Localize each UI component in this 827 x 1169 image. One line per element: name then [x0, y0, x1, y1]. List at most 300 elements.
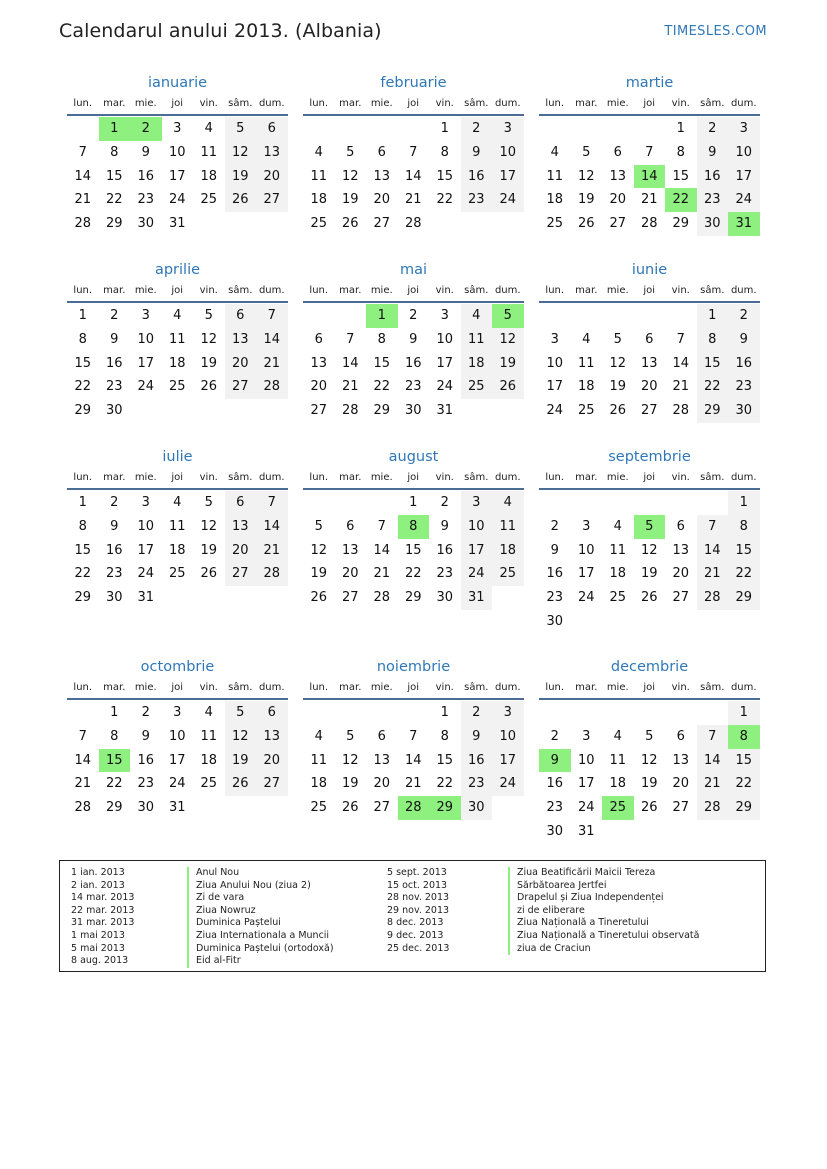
day-cell: 7 — [645, 144, 654, 160]
day-cell: 29 — [404, 590, 422, 606]
day-cell: 28 — [256, 375, 288, 399]
weekday-header — [303, 94, 524, 116]
legend-date: 1 ian. 2013 — [71, 867, 125, 878]
day-cell: 6 — [225, 304, 257, 328]
weekday-header — [67, 468, 288, 490]
weekday-label: vin. — [435, 472, 454, 483]
day-cell: 3 — [173, 121, 182, 136]
day-cell: 20 — [256, 749, 288, 773]
day-cell: 6 — [676, 728, 685, 744]
weekday-label: mie. — [370, 682, 393, 693]
day-cell: 27 — [672, 800, 690, 816]
day-cell: 15 — [105, 168, 123, 184]
day-cell: 23 — [137, 192, 155, 208]
day-cell: 30 — [105, 403, 123, 419]
day-cell: 25 — [609, 590, 627, 606]
day-cell: 28 — [341, 403, 359, 419]
day-cell: 5 — [314, 518, 323, 534]
day-cell: 26 — [310, 590, 328, 606]
weekday-label: mar. — [575, 682, 598, 693]
weekday-header — [539, 678, 760, 700]
day-cell: 11 — [310, 168, 328, 184]
day-cell: 24 — [492, 188, 524, 212]
weekday-label: mie. — [606, 285, 629, 296]
month-name: ianuarie — [147, 75, 208, 91]
holiday-day-cell: 8 — [728, 725, 760, 749]
day-cell: 19 — [200, 355, 218, 371]
holiday-day-cell: 29 — [429, 796, 461, 820]
day-cell: 20 — [672, 776, 690, 792]
legend-dates-right — [387, 867, 449, 955]
day-cell: 6 — [613, 144, 622, 160]
weekday-label: vin. — [199, 98, 218, 109]
legend-date: 31 mar. 2013 — [71, 917, 135, 929]
weekday-label: vin. — [199, 285, 218, 296]
weekday-label: joi — [643, 285, 656, 296]
day-cell: 3 — [728, 117, 760, 141]
day-cell: 12 — [225, 725, 257, 749]
day-cell: 17 — [168, 752, 186, 768]
holiday-day-cell: 1 — [99, 117, 131, 141]
day-cell: 24 — [492, 772, 524, 796]
day-cell: 28 — [74, 800, 92, 816]
day-cell: 30 — [105, 590, 123, 606]
day-cell: 5 — [645, 728, 654, 744]
legend-holiday-name: ziua de Craciun — [508, 943, 699, 956]
day-cell: 8 — [110, 728, 119, 744]
legend-date: 15 oct. 2013 — [387, 879, 448, 891]
day-cell: 5 — [225, 701, 257, 725]
day-cell: 22 — [697, 375, 729, 399]
day-cell: 27 — [373, 216, 391, 232]
day-cell: 24 — [137, 379, 155, 395]
day-cell: 18 — [609, 776, 627, 792]
day-cell: 17 — [436, 355, 454, 371]
weekday-label: mar. — [575, 472, 598, 483]
day-cell: 2 — [550, 518, 559, 534]
day-cell: 27 — [640, 403, 658, 419]
day-cell: 7 — [256, 491, 288, 515]
holiday-day-cell: 15 — [99, 749, 131, 773]
empty-cell — [366, 701, 398, 725]
day-cell: 26 — [577, 216, 595, 232]
day-cell: 31 — [436, 403, 454, 419]
empty-cell — [335, 491, 367, 515]
day-cell: 27 — [256, 772, 288, 796]
day-cell: 10 — [168, 144, 186, 160]
holiday-day-cell: 25 — [602, 796, 634, 820]
day-cell: 1 — [110, 705, 119, 720]
month-name: septembrie — [608, 449, 691, 465]
day-cell: 13 — [672, 542, 690, 558]
day-cell: 22 — [373, 379, 391, 395]
month-aprilie — [67, 259, 288, 423]
day-cell: 16 — [436, 542, 454, 558]
day-cell: 30 — [697, 212, 729, 236]
day-cell: 7 — [377, 518, 386, 534]
day-cell: 15 — [436, 168, 454, 184]
day-cell: 26 — [341, 800, 359, 816]
weekday-label: lun. — [73, 98, 93, 109]
empty-cell — [634, 491, 666, 515]
legend-date: 8 dec. 2013 — [387, 917, 444, 929]
day-cell: 25 — [577, 403, 595, 419]
legend-date: 2 ian. 2013 — [71, 879, 125, 891]
weekday-label: joi — [643, 472, 656, 483]
day-cell: 14 — [256, 515, 288, 539]
day-cell: 23 — [404, 379, 422, 395]
day-cell: 13 — [672, 752, 690, 768]
day-cell: 30 — [137, 216, 155, 232]
weekday-label: dum. — [258, 682, 285, 693]
day-cell: 14 — [74, 752, 92, 768]
day-cell: 19 — [200, 542, 218, 558]
day-cell: 21 — [341, 379, 359, 395]
day-cell: 25 — [461, 375, 493, 399]
day-cell: 13 — [225, 515, 257, 539]
day-cell: 22 — [105, 776, 123, 792]
empty-cell — [398, 117, 430, 141]
day-cell: 31 — [137, 590, 155, 606]
weekday-label: vin. — [435, 682, 454, 693]
day-cell: 6 — [377, 728, 386, 744]
weekday-label: lun. — [73, 472, 93, 483]
empty-cell — [539, 117, 571, 141]
day-cell: 7 — [697, 725, 729, 749]
weekday-label: dum. — [730, 682, 757, 693]
holiday-day-cell: 22 — [665, 188, 697, 212]
day-cell: 31 — [168, 216, 186, 232]
legend-holiday-name: Sărbătoarea Jertfei — [508, 880, 699, 893]
day-cell: 2 — [440, 495, 449, 510]
empty-cell — [539, 304, 571, 328]
day-cell: 10 — [168, 728, 186, 744]
day-cell: 9 — [141, 728, 150, 744]
day-cell: 19 — [341, 776, 359, 792]
weekday-header — [539, 94, 760, 116]
legend-date: 22 mar. 2013 — [71, 904, 135, 916]
empty-cell — [571, 701, 603, 725]
empty-cell — [67, 701, 99, 725]
day-cell: 16 — [105, 542, 123, 558]
day-cell: 16 — [546, 776, 564, 792]
legend-holiday-name: Zi de vara — [187, 892, 334, 905]
day-cell: 29 — [74, 403, 92, 419]
day-cell: 8 — [110, 144, 119, 160]
empty-cell — [539, 491, 571, 515]
day-cell: 21 — [404, 776, 422, 792]
weekday-label: sâm. — [464, 472, 489, 483]
month-name: februarie — [380, 75, 447, 91]
day-cell: 11 — [168, 518, 186, 534]
day-cell: 2 — [461, 117, 493, 141]
weekday-label: dum. — [494, 472, 521, 483]
day-cell: 17 — [461, 539, 493, 563]
day-cell: 28 — [640, 216, 658, 232]
day-cell: 4 — [314, 144, 323, 160]
day-cell: 17 — [168, 168, 186, 184]
day-cell: 18 — [492, 539, 524, 563]
day-cell: 16 — [728, 352, 760, 376]
legend-holiday-name: Ziua Anului Nou (ziua 2) — [187, 880, 334, 893]
legend-dates-left — [71, 867, 134, 968]
day-cell: 24 — [461, 562, 493, 586]
day-cell: 16 — [697, 165, 729, 189]
day-cell: 24 — [436, 379, 454, 395]
legend-holiday-name: Ziua Națională a Tineretului observată — [508, 930, 699, 943]
month-ianuarie — [67, 72, 288, 236]
weekday-header — [303, 281, 524, 303]
holiday-legend — [59, 860, 766, 972]
month-name: octombrie — [140, 659, 215, 675]
empty-cell — [697, 491, 729, 515]
day-cell: 19 — [640, 566, 658, 582]
day-cell: 16 — [105, 355, 123, 371]
day-cell: 2 — [550, 728, 559, 744]
day-cell: 12 — [200, 331, 218, 347]
day-cell: 24 — [137, 566, 155, 582]
day-cell: 19 — [225, 749, 257, 773]
weekday-label: sâm. — [700, 98, 725, 109]
day-cell: 2 — [728, 304, 760, 328]
day-cell: 9 — [550, 542, 559, 558]
day-cell: 8 — [676, 144, 685, 160]
day-cell: 18 — [609, 566, 627, 582]
day-cell: 23 — [137, 776, 155, 792]
legend-holiday-name: Drapelul și Ziua Independenței — [508, 892, 699, 905]
day-cell: 16 — [546, 566, 564, 582]
weekday-label: lun. — [545, 472, 565, 483]
day-cell: 4 — [314, 728, 323, 744]
day-cell: 5 — [204, 495, 213, 510]
empty-cell — [366, 117, 398, 141]
weekday-label: joi — [171, 285, 184, 296]
weekday-header — [303, 678, 524, 700]
month-septembrie — [539, 446, 760, 634]
weekday-label: dum. — [494, 98, 521, 109]
day-cell: 23 — [436, 566, 454, 582]
weekday-label: lun. — [545, 285, 565, 296]
day-cell: 18 — [200, 752, 218, 768]
day-cell: 23 — [105, 379, 123, 395]
day-cell: 16 — [404, 355, 422, 371]
brand-link[interactable]: TIMESLES.COM — [664, 24, 767, 39]
day-cell: 2 — [141, 705, 150, 720]
day-cell: 14 — [404, 752, 422, 768]
holiday-day-cell: 14 — [634, 165, 666, 189]
legend-holiday-name: Ziua Națională a Tineretului — [508, 917, 699, 930]
day-cell: 25 — [168, 379, 186, 395]
day-cell: 31 — [168, 800, 186, 816]
day-cell: 15 — [728, 539, 760, 563]
day-cell: 22 — [74, 566, 92, 582]
day-cell: 21 — [640, 192, 658, 208]
day-cell: 11 — [200, 728, 218, 744]
day-cell: 3 — [440, 308, 449, 323]
day-cell: 2 — [110, 495, 119, 510]
weekday-label: mie. — [134, 98, 157, 109]
day-cell: 11 — [200, 144, 218, 160]
day-cell: 19 — [341, 192, 359, 208]
day-cell: 18 — [310, 192, 328, 208]
day-cell: 24 — [168, 192, 186, 208]
empty-cell — [602, 701, 634, 725]
day-cell: 25 — [546, 216, 564, 232]
weekday-label: mar. — [339, 472, 362, 483]
day-cell: 14 — [74, 168, 92, 184]
day-cell: 25 — [492, 562, 524, 586]
legend-holiday-name: zi de eliberare — [508, 905, 699, 918]
day-cell: 23 — [461, 772, 493, 796]
weekday-label: dum. — [730, 472, 757, 483]
day-cell: 27 — [609, 216, 627, 232]
day-cell: 2 — [697, 117, 729, 141]
day-cell: 29 — [728, 586, 760, 610]
empty-cell — [398, 701, 430, 725]
day-cell: 1 — [440, 121, 449, 136]
day-cell: 3 — [173, 705, 182, 720]
legend-date: 9 dec. 2013 — [387, 929, 444, 941]
day-cell: 28 — [672, 403, 690, 419]
day-grid — [67, 304, 288, 423]
day-cell: 22 — [436, 776, 454, 792]
day-cell: 20 — [341, 566, 359, 582]
day-cell: 21 — [373, 566, 391, 582]
day-cell: 24 — [577, 800, 595, 816]
day-cell: 17 — [492, 165, 524, 189]
day-cell: 21 — [672, 379, 690, 395]
day-cell: 17 — [577, 776, 595, 792]
day-cell: 29 — [697, 399, 729, 423]
empty-cell — [602, 117, 634, 141]
weekday-label: vin. — [671, 682, 690, 693]
weekday-label: lun. — [73, 682, 93, 693]
weekday-label: mar. — [103, 682, 126, 693]
day-cell: 20 — [640, 379, 658, 395]
day-cell: 8 — [377, 331, 386, 347]
month-noiembrie — [303, 656, 524, 820]
day-cell: 19 — [310, 566, 328, 582]
day-cell: 10 — [492, 141, 524, 165]
day-cell: 29 — [105, 216, 123, 232]
legend-date: 29 nov. 2013 — [387, 904, 450, 916]
empty-cell — [665, 491, 697, 515]
day-cell: 2 — [409, 308, 418, 323]
day-cell: 2 — [110, 308, 119, 323]
weekday-label: sâm. — [700, 285, 725, 296]
day-cell: 16 — [137, 752, 155, 768]
day-cell: 26 — [609, 403, 627, 419]
day-cell: 9 — [697, 141, 729, 165]
legend-date: 14 mar. 2013 — [71, 892, 135, 904]
day-cell: 6 — [314, 331, 323, 347]
legend-date: 28 nov. 2013 — [387, 892, 450, 904]
day-cell: 13 — [256, 725, 288, 749]
day-cell: 12 — [341, 752, 359, 768]
day-cell: 22 — [728, 772, 760, 796]
day-cell: 24 — [728, 188, 760, 212]
day-cell: 14 — [373, 542, 391, 558]
day-cell: 25 — [310, 216, 328, 232]
month-name: mai — [399, 262, 428, 278]
weekday-label: lun. — [309, 682, 329, 693]
month-iunie — [539, 259, 760, 423]
day-cell: 23 — [728, 375, 760, 399]
day-cell: 12 — [640, 542, 658, 558]
day-cell: 16 — [461, 749, 493, 773]
weekday-header — [539, 281, 760, 303]
day-cell: 26 — [225, 188, 257, 212]
day-cell: 28 — [697, 796, 729, 820]
weekday-label: joi — [407, 472, 420, 483]
day-cell: 19 — [577, 192, 595, 208]
day-cell: 13 — [609, 168, 627, 184]
day-cell: 13 — [225, 328, 257, 352]
day-cell: 7 — [676, 331, 685, 347]
weekday-label: dum. — [494, 285, 521, 296]
empty-cell — [366, 491, 398, 515]
weekday-label: joi — [407, 98, 420, 109]
weekday-label: mar. — [103, 285, 126, 296]
weekday-label: vin. — [199, 682, 218, 693]
holiday-day-cell: 28 — [398, 796, 430, 820]
month-decembrie — [539, 656, 760, 844]
day-cell: 19 — [609, 379, 627, 395]
day-cell: 26 — [225, 772, 257, 796]
empty-cell — [539, 701, 571, 725]
day-cell: 29 — [74, 590, 92, 606]
day-cell: 22 — [404, 566, 422, 582]
holiday-day-cell: 9 — [539, 749, 571, 773]
day-cell: 23 — [546, 590, 564, 606]
weekday-label: lun. — [73, 285, 93, 296]
weekday-label: joi — [407, 285, 420, 296]
day-cell: 12 — [609, 355, 627, 371]
day-cell: 12 — [200, 518, 218, 534]
empty-cell — [303, 701, 335, 725]
weekday-label: mar. — [339, 682, 362, 693]
empty-cell — [571, 117, 603, 141]
day-cell: 29 — [373, 403, 391, 419]
day-cell: 31 — [461, 586, 493, 610]
day-cell: 3 — [141, 495, 150, 510]
day-cell: 30 — [404, 403, 422, 419]
month-name: iulie — [162, 449, 193, 465]
day-cell: 19 — [492, 352, 524, 376]
legend-holiday-name: Duminica Paștelui — [187, 917, 334, 930]
day-cell: 11 — [609, 542, 627, 558]
legend-holiday-name: Eid al-Fitr — [187, 955, 334, 968]
weekday-label: sâm. — [700, 682, 725, 693]
day-cell: 18 — [168, 355, 186, 371]
day-cell: 11 — [168, 331, 186, 347]
day-cell: 23 — [461, 188, 493, 212]
day-cell: 10 — [577, 752, 595, 768]
day-cell: 6 — [346, 518, 355, 534]
day-grid — [303, 117, 524, 236]
month-august — [303, 446, 524, 610]
holiday-day-cell: 5 — [492, 304, 524, 328]
weekday-label: mie. — [370, 472, 393, 483]
empty-cell — [67, 117, 99, 141]
day-cell: 9 — [461, 725, 493, 749]
day-cell: 8 — [440, 144, 449, 160]
day-cell: 4 — [461, 304, 493, 328]
day-cell: 11 — [310, 752, 328, 768]
day-cell: 21 — [74, 192, 92, 208]
day-cell: 6 — [377, 144, 386, 160]
day-cell: 18 — [310, 776, 328, 792]
